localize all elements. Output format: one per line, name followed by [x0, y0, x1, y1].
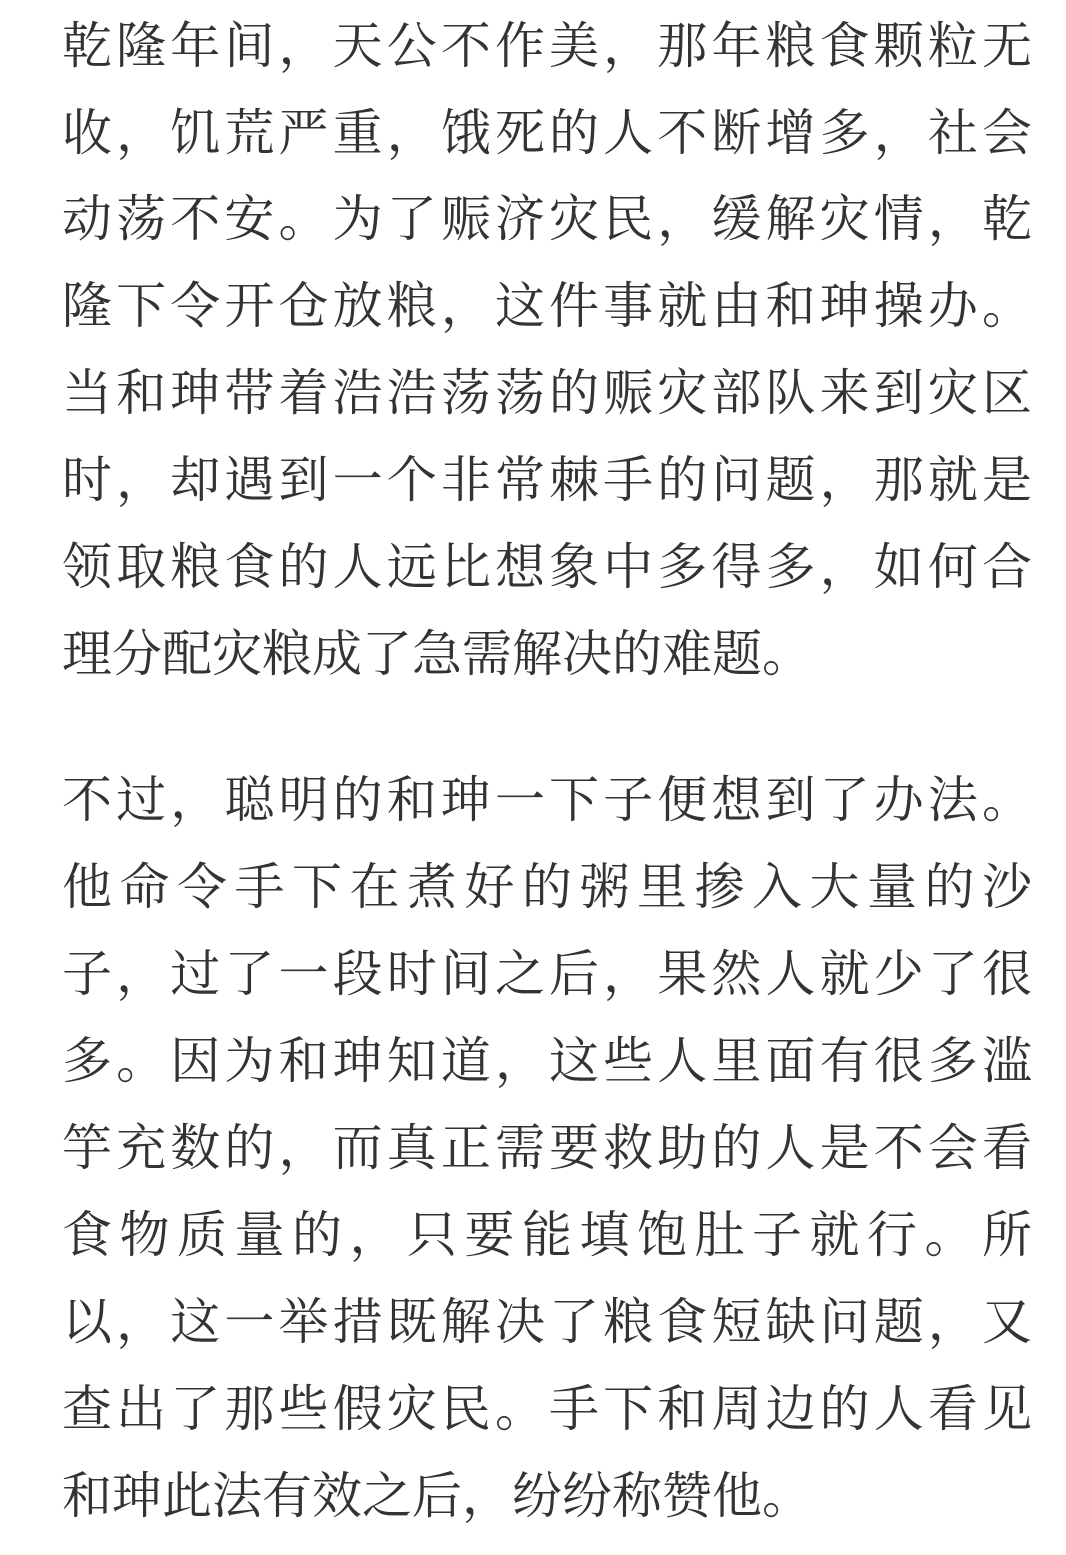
text-line: 理分配灾粮成了急需解决的难题。 [62, 625, 812, 683]
text-line: 以，这一举措既解决了粮食短缺问题，又 [62, 1293, 1032, 1351]
text-line: 食物质量的，只要能填饱肚子就行。所 [62, 1206, 1032, 1264]
text-line: 子，过了一段时间之后，果然人就少了很 [62, 945, 1032, 1003]
text-line: 当和珅带着浩浩荡荡的赈灾部队来到灾区 [62, 364, 1032, 422]
text-line: 不过，聪明的和珅一下子便想到了办法。 [62, 771, 1032, 829]
text-line: 时，却遇到一个非常棘手的问题，那就是 [62, 451, 1032, 509]
text-line: 多。因为和珅知道，这些人里面有很多滥 [62, 1032, 1032, 1090]
text-line: 领取粮食的人远比想象中多得多，如何合 [62, 538, 1032, 596]
text-line: 竽充数的，而真正需要救助的人是不会看 [62, 1119, 1032, 1177]
text-line: 动荡不安。为了赈济灾民，缓解灾情，乾 [62, 190, 1032, 248]
text-line: 收，饥荒严重，饿死的人不断增多，社会 [62, 104, 1032, 162]
text-line: 乾隆年间，天公不作美，那年粮食颗粒无 [62, 17, 1032, 75]
text-line: 隆下令开仓放粮，这件事就由和珅操办。 [62, 277, 1032, 335]
text-line: 查出了那些假灾民。手下和周边的人看见 [62, 1380, 1032, 1438]
text-line: 和珅此法有效之后，纷纷称赞他。 [62, 1467, 812, 1525]
text-line: 他命令手下在煮好的粥里掺入大量的沙 [62, 858, 1032, 916]
